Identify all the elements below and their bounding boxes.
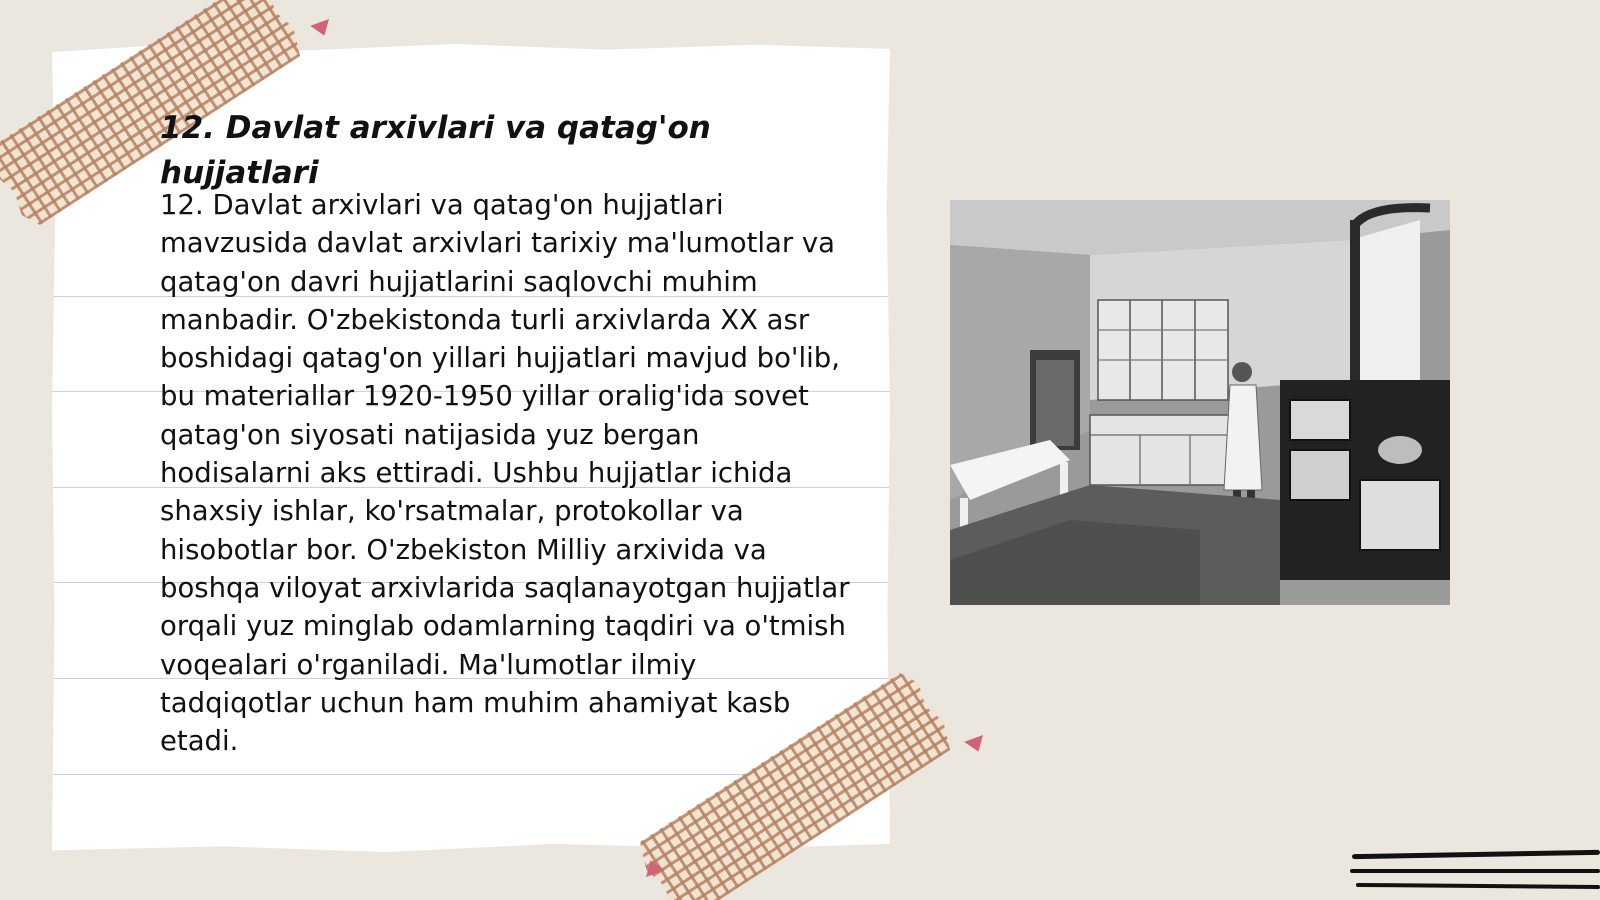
brush-stroke-decoration	[1352, 850, 1600, 859]
brush-stroke-decoration	[1350, 869, 1600, 873]
kitchen-photo-illustration	[950, 200, 1450, 605]
tape-tip-decoration	[310, 19, 334, 39]
brush-stroke-decoration	[1356, 883, 1600, 889]
slide-title: 12. Davlat arxivlari va qatag'on hujjatlari	[160, 110, 711, 191]
tape-tip-decoration	[964, 735, 988, 755]
kitchen-photo	[950, 200, 1450, 605]
slide-body-text: 12. Davlat arxivlari va qatag'on hujjatlari mavzusida davlat arxivlari tarixiy ma'lumotlar va qatag'on davri hujjatlarini saqlovchi muhim manbadir. O'zbekistonda turli arxivlarda XX asr boshidagi qatag'on yillari hujjatlari mavjud bo'lib, bu materiallar 1920-1950 yillar oralig'ida sovet qatag'on siyosati natijasida yuz bergan hodisalarni aks ettiradi. Ushbu hujjatlar ichida shaxsiy ishlar, ko'rsatmalar, protokollar va hisobotlar bor. O'zbekiston Milliy arxivida va boshqa viloyat arxivlarida saqlanayotgan hujjatlar orqali yuz minglab odamlarning taqdiri va o'tmish voqealari o'rganiladi. Ma'lumotlar ilmiy tadqiqotlar uchun ham muhim ahamiyat kasb etadi.	[160, 189, 850, 758]
